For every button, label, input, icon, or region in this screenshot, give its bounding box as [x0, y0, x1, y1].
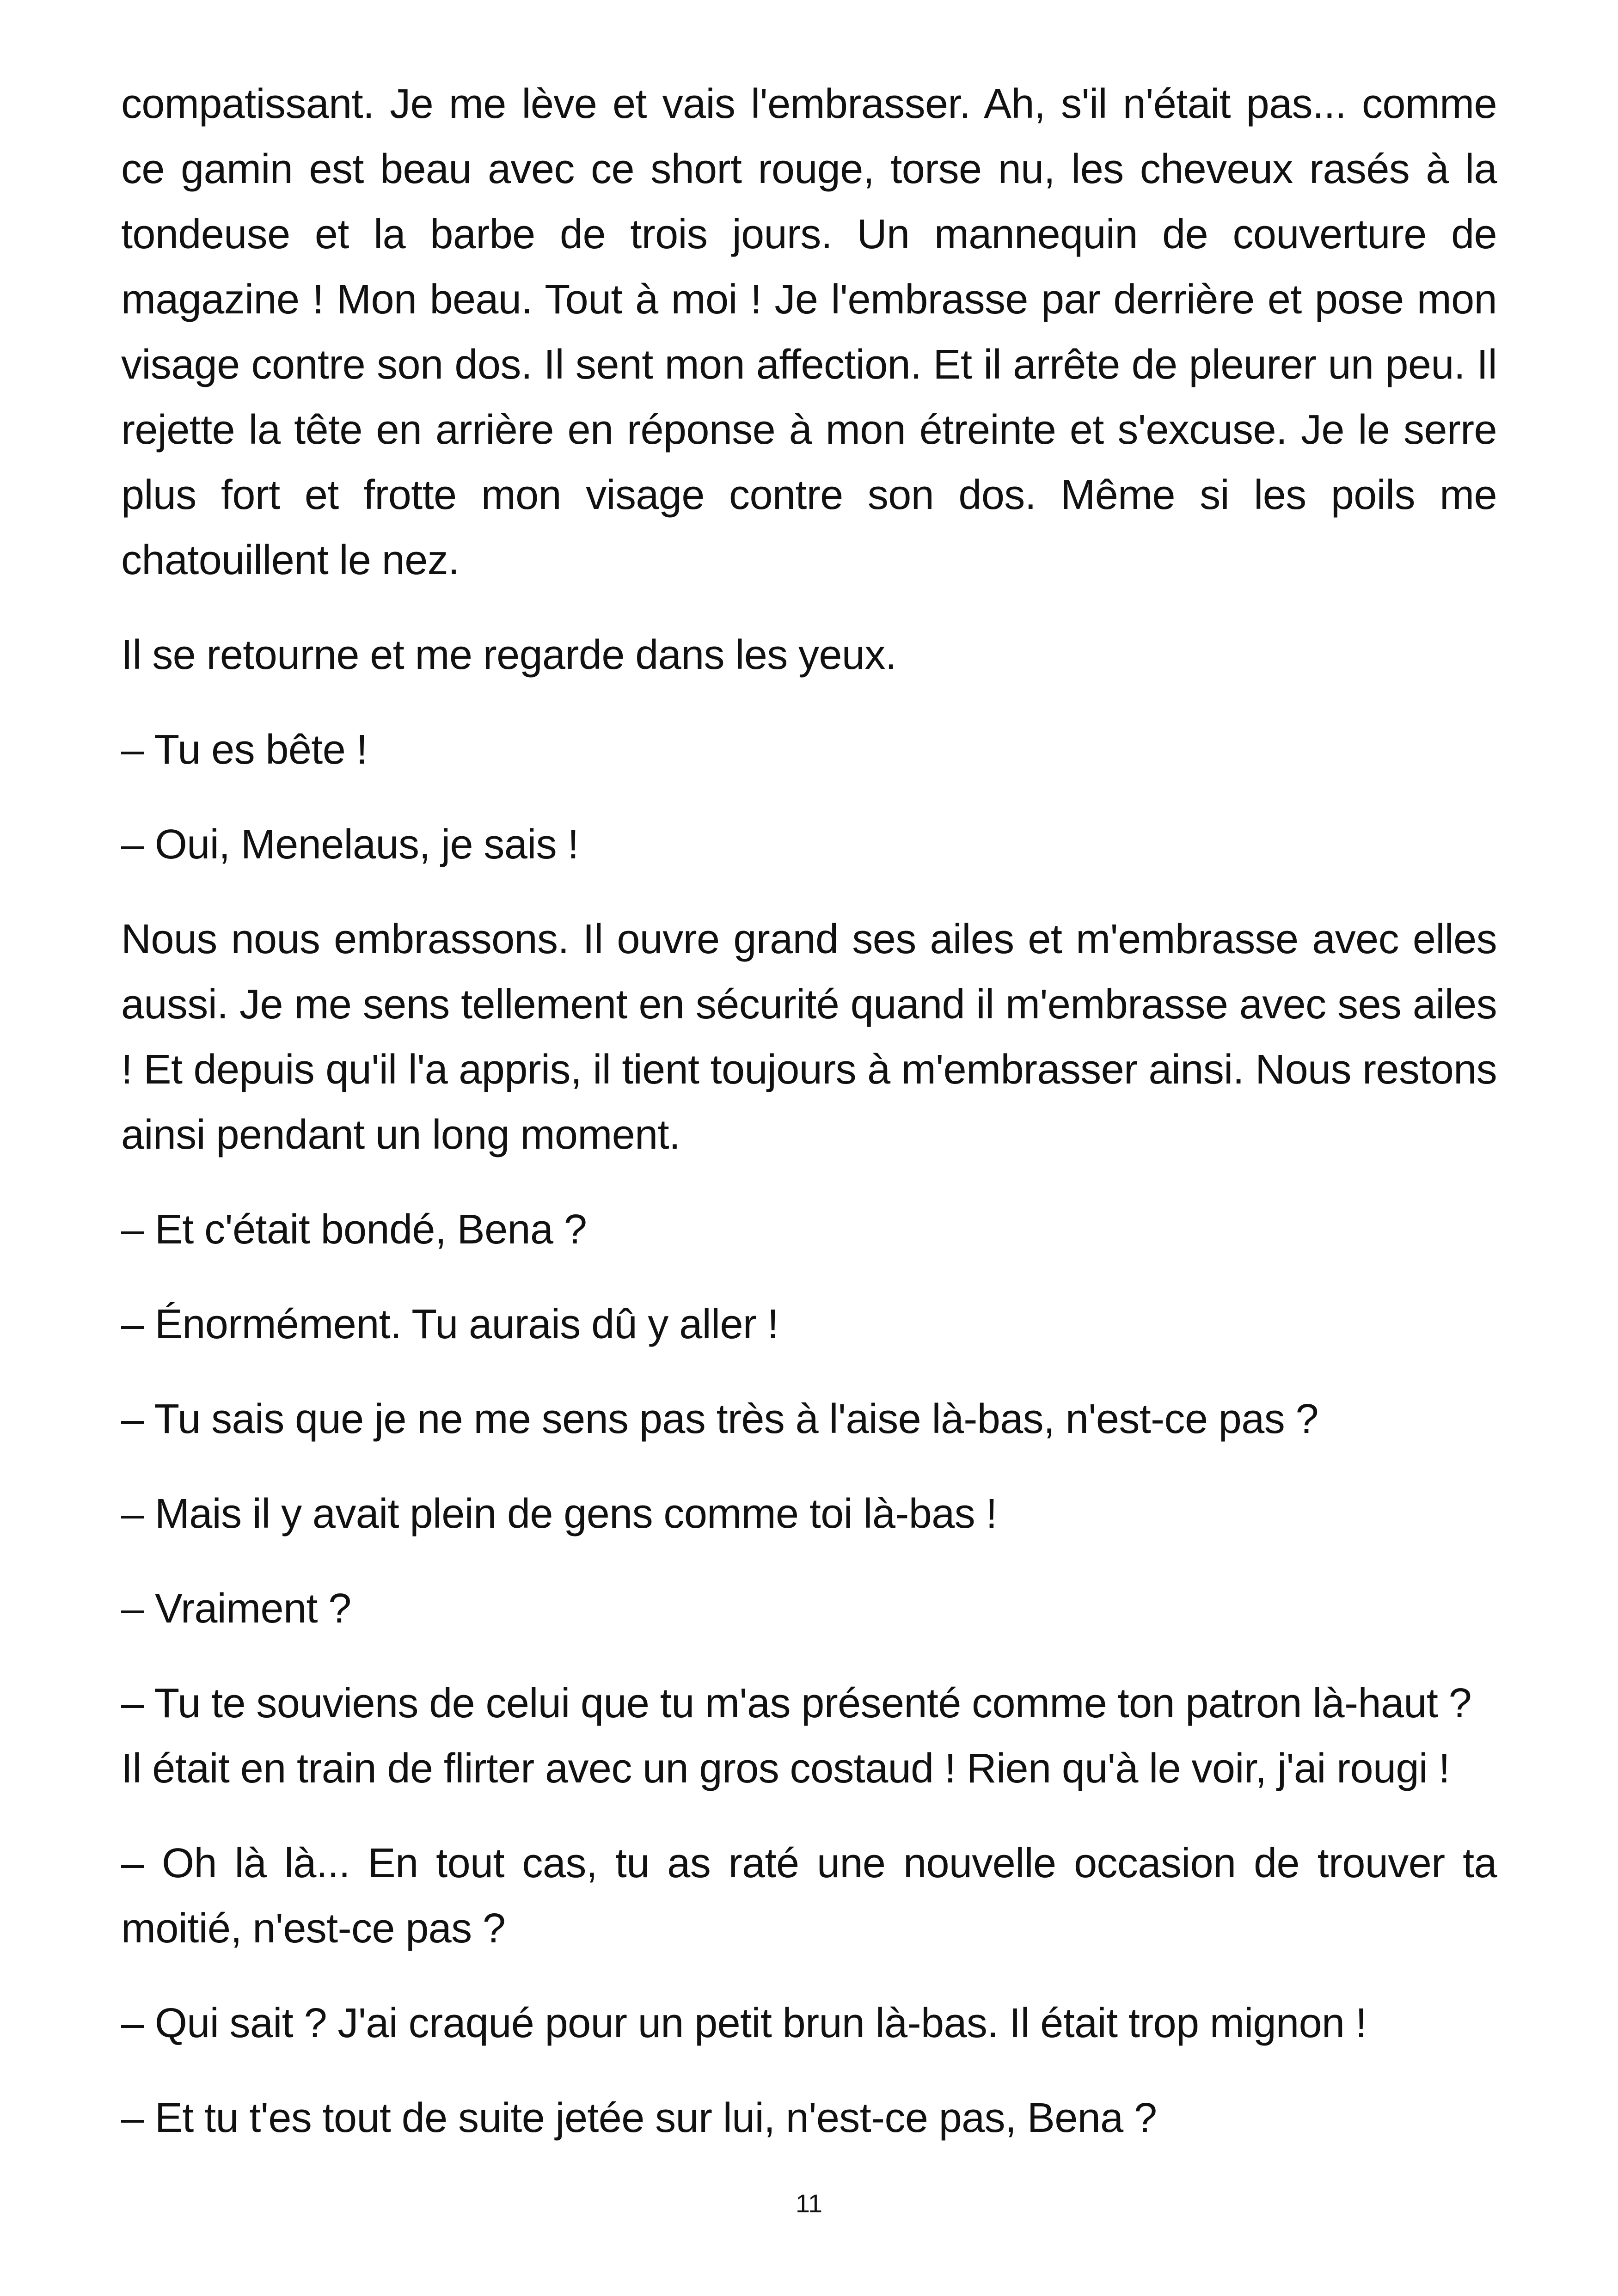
dialogue-line: – Et c'était bondé, Bena ? [121, 1206, 587, 1253]
paragraph: Nous nous embrassons. Il ouvre grand ses ailes et m'embrasse avec elles aussi. Je me sens tellement en sécurité quand il m'embrasse avec ses ailes ! Et depuis qu'il l'a appris, il tient toujours à m'embrasser ainsi. Nous restons ainsi pendant un long moment. [121, 916, 1497, 1158]
dialogue-line: – Tu te souviens de celui que tu m'as présenté comme ton patron là-haut ? Il était en train de flirter avec un gros costaud ! Rien qu'à le voir, j'ai rougi ! [121, 1680, 1472, 1792]
dialogue-line: – Qui sait ? J'ai craqué pour un petit brun là-bas. Il était trop mignon ! [121, 2000, 1367, 2046]
dialogue-line: – Tu es bête ! [121, 727, 368, 773]
body-text [121, 72, 1497, 2180]
dialogue-line: – Énormément. Tu aurais dû y aller ! [121, 1301, 779, 1347]
dialogue-line: – Vraiment ? [121, 1586, 351, 1632]
paragraph: compatissant. Je me lève et vais l'embrasser. Ah, s'il n'était pas... comme ce gamin est beau avec ce short rouge, torse nu, les cheveux rasés à la tondeuse et la barbe de trois jours. Un mannequin de couverture de magazine ! Mon beau. Tout à moi ! Je l'embrasse par derrière et pose mon visage contre son dos. Il sent mon affection. Et il arrête de pleurer un peu. Il rejette la tête en arrière en réponse à mon étreinte et s'excuse. Je le serre plus fort et frotte mon visage contre son dos. Même si les poils me chatouillent le nez. [121, 81, 1497, 583]
dialogue-line: – Tu sais que je ne me sens pas très à l'aise là-bas, n'est-ce pas ? [121, 1396, 1318, 1442]
dialogue-line: – Oui, Menelaus, je sais ! [121, 821, 579, 868]
dialogue-line: – Oh là là... En tout cas, tu as raté une nouvelle occasion de trouver ta moitié, n'est-ce pas ? [121, 1840, 1497, 1952]
page-number: 11 [795, 2189, 823, 2218]
dialogue-line: – Mais il y avait plein de gens comme toi là-bas ! [121, 1491, 997, 1537]
dialogue-line: – Et tu t'es tout de suite jetée sur lui, n'est-ce pas, Bena ? [121, 2095, 1157, 2141]
paragraph: Il se retourne et me regarde dans les yeux. [121, 632, 897, 678]
